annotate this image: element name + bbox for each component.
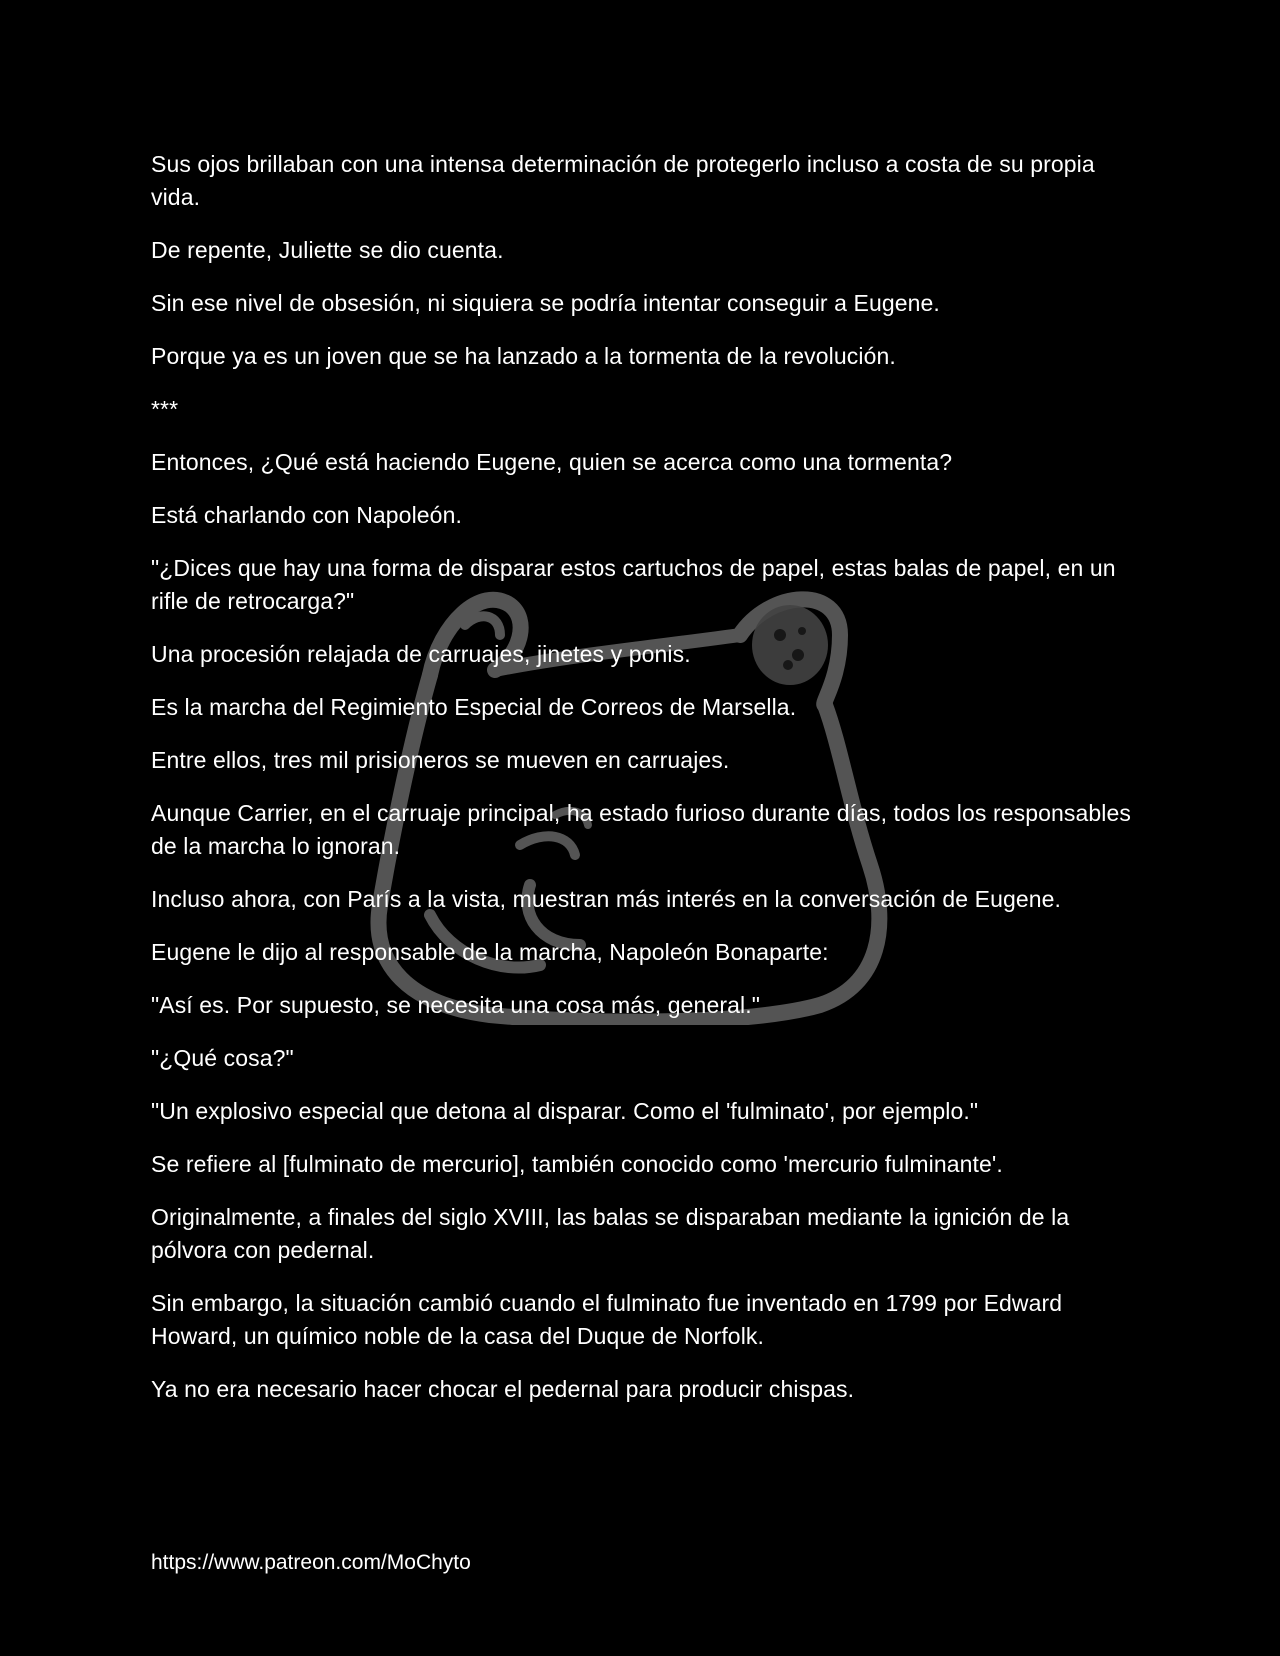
paragraph: Eugene le dijo al responsable de la marcha, Napoleón Bonaparte: [151,939,829,965]
paragraph: Porque ya es un joven que se ha lanzado a la tormenta de la revolución. [151,343,896,369]
paragraph: Incluso ahora, con París a la vista, muestran más interés en la conversación de Eugene. [151,886,1062,912]
paragraph: Entonces, ¿Qué está haciendo Eugene, quien se acerca como una tormenta? [151,449,953,475]
chapter-text [151,148,1141,1426]
paragraph: Una procesión relajada de carruajes, jinetes y ponis. [151,641,691,667]
paragraph: "¿Qué cosa?" [151,1045,294,1071]
paragraph: Ya no era necesario hacer chocar el pedernal para producir chispas. [151,1376,855,1402]
paragraph: Sin ese nivel de obsesión, ni siquiera se podría intentar conseguir a Eugene. [151,290,940,316]
paragraph: Sus ojos brillaban con una intensa determinación de protegerlo incluso a costa de su propia vida. [151,151,1095,210]
scene-separator: *** [151,396,179,422]
paragraph: Aunque Carrier, en el carruaje principal, ha estado furioso durante días, todos los responsables de la marcha lo ignoran. [151,800,1132,859]
paragraph: Originalmente, a finales del siglo XVIII, las balas se disparaban mediante la ignición de la pólvora con pedernal. [151,1204,1070,1263]
paragraph: Entre ellos, tres mil prisioneros se mueven en carruajes. [151,747,730,773]
paragraph: Sin embargo, la situación cambió cuando el fulminato fue inventado en 1799 por Edward Howard, un químico noble de la casa del Duque de Norfolk. [151,1290,1063,1349]
paragraph: Está charlando con Napoleón. [151,502,462,528]
paragraph: De repente, Juliette se dio cuenta. [151,237,504,263]
paragraph: "¿Dices que hay una forma de disparar estos cartuchos de papel, estas balas de papel, en un rifle de retrocarga?" [151,555,1116,614]
paragraph: Se refiere al [fulminato de mercurio], también conocido como 'mercurio fulminante'. [151,1151,1003,1177]
patreon-link[interactable]: https://www.patreon.com/MoChyto [151,1551,471,1574]
paragraph: "Así es. Por supuesto, se necesita una cosa más, general." [151,992,760,1018]
paragraph: Es la marcha del Regimiento Especial de Correos de Marsella. [151,694,797,720]
paragraph: "Un explosivo especial que detona al disparar. Como el 'fulminato', por ejemplo." [151,1098,979,1124]
